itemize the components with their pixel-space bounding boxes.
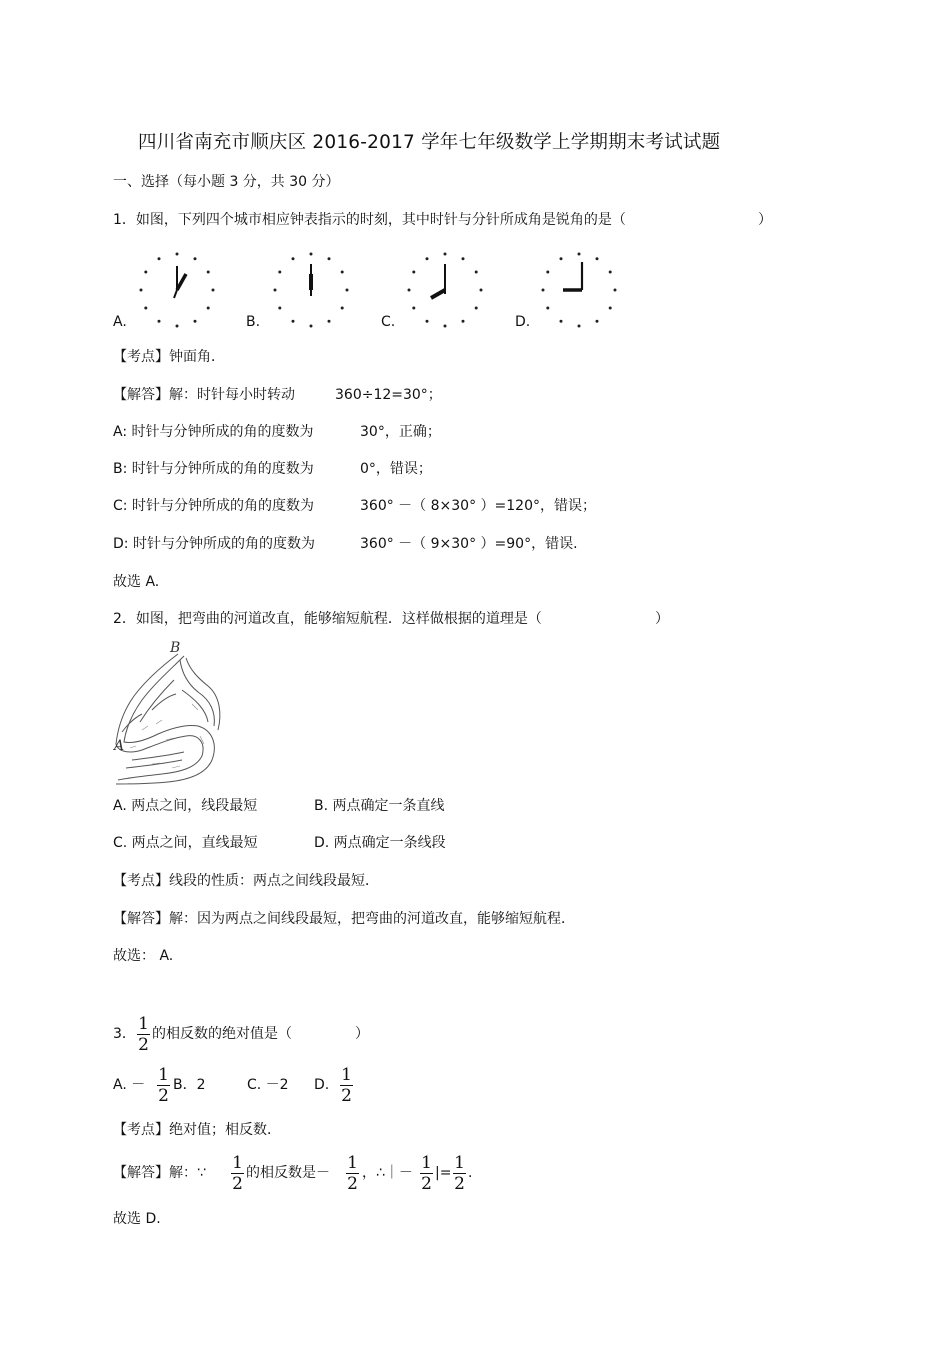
- q2-paren-close: ）: [655, 611, 669, 627]
- q1-choice: 故选 A.: [113, 574, 160, 590]
- fraction-denominator: 2: [341, 1086, 352, 1106]
- q3-answer-fraction-1: [231, 1154, 244, 1193]
- q2-option-a: A. 两点之间，线段最短: [113, 798, 258, 814]
- q3-option-c: C. －2: [247, 1077, 289, 1093]
- q1-line-b-value: 0°，错误；: [360, 461, 432, 477]
- fraction-numerator: 1: [454, 1153, 465, 1173]
- q1-line-d-value: 360° －（ 9×30° ）=90°，错误.: [360, 536, 578, 552]
- clock-label-c: C.: [381, 314, 396, 330]
- q3-option-a-fraction: [157, 1066, 170, 1105]
- clock-c: [404, 249, 486, 331]
- q1-line-a-value: 30°，正确；: [360, 424, 441, 440]
- q1-line-b-prefix: B: 时针与分钟所成的角的度数为: [113, 461, 314, 477]
- q3-answer-fraction-3: [420, 1154, 433, 1193]
- q1-point: 【考点】钟面角．: [113, 349, 225, 365]
- q1-answer-calc: 360÷12=30°；: [335, 387, 442, 403]
- fraction-denominator: 2: [454, 1174, 465, 1194]
- q3-point: 【考点】绝对值；相反数．: [113, 1122, 281, 1138]
- q3-answer-prefix: 【解答】解：∵: [113, 1165, 206, 1181]
- clock-b-face: [270, 249, 352, 331]
- q3-option-d-fraction: [340, 1066, 353, 1105]
- q3-stem: 的相反数的绝对值是（: [152, 1026, 292, 1042]
- q3-answer-eq: |=: [435, 1165, 452, 1181]
- q2-option-d: D. 两点确定一条线段: [314, 835, 446, 851]
- fraction-denominator: 2: [347, 1174, 358, 1194]
- q1-line-c-prefix: C: 时针与分钟所成的角的度数为: [113, 498, 314, 514]
- fraction-numerator: 1: [138, 1014, 149, 1034]
- clock-d: [538, 249, 620, 331]
- q2-answer: 【解答】解：因为两点之间线段最短，把弯曲的河道改直，能够缩短航程．: [113, 911, 575, 927]
- clock-label-d: D.: [515, 314, 531, 330]
- q1-paren-close: ）: [758, 212, 772, 228]
- q3-paren-close: ）: [355, 1026, 369, 1042]
- clock-a-face: [136, 249, 218, 331]
- river-label-b: B: [170, 640, 181, 656]
- q3-answer-therefore: ，∴｜－: [362, 1165, 413, 1181]
- q1-line-c-value: 360° －（ 8×30° ）=120°，错误；: [360, 498, 596, 514]
- q2-point: 【考点】线段的性质：两点之间线段最短．: [113, 873, 379, 889]
- clock-label-b: B.: [246, 314, 261, 330]
- clock-label-a: A.: [113, 314, 127, 330]
- q2-option-c: C. 两点之间，直线最短: [113, 835, 258, 851]
- clock-a: [136, 249, 218, 331]
- q2-stem: 2．如图，把弯曲的河道改直，能够缩短航程．这样做根据的道理是（: [113, 611, 542, 627]
- q3-answer-fraction-2: [346, 1154, 359, 1193]
- q1-answer-intro: 【解答】解：时针每小时转动: [113, 387, 295, 403]
- fraction-numerator: 1: [421, 1153, 432, 1173]
- fraction-denominator: 2: [158, 1086, 169, 1106]
- q3-option-d: D.: [314, 1077, 330, 1093]
- clock-c-face: [404, 249, 486, 331]
- fraction-numerator: 1: [232, 1153, 243, 1173]
- fraction-numerator: 1: [341, 1065, 352, 1085]
- q1-line-d-prefix: D: 时针与分钟所成的角的度数为: [113, 536, 315, 552]
- q3-option-a: A. －: [113, 1077, 146, 1093]
- q3-answer-mid: 的相反数是－: [246, 1165, 330, 1181]
- q1-stem: 1．如图，下列四个城市相应钟表指示的时刻，其中时针与分针所成角是锐角的是（: [113, 212, 626, 228]
- clock-d-face: [538, 249, 620, 331]
- fraction-denominator: 2: [138, 1035, 149, 1055]
- section-heading: 一、选择（每小题 3 分，共 30 分）: [113, 174, 340, 190]
- q3-number: 3．: [113, 1026, 136, 1042]
- q3-answer-end: .: [468, 1165, 473, 1181]
- fraction-denominator: 2: [232, 1174, 243, 1194]
- fraction-denominator: 2: [421, 1174, 432, 1194]
- fraction-numerator: 1: [347, 1153, 358, 1173]
- river-label-a: A: [114, 738, 125, 754]
- page-title: 四川省南充市顺庆区 2016-2017 学年七年级数学上学期期末考试试题: [138, 132, 721, 153]
- river-drawing: [112, 640, 224, 785]
- q2-choice: 故选： A.: [113, 948, 174, 964]
- q2-option-b: B. 两点确定一条直线: [314, 798, 445, 814]
- q1-line-a-prefix: A: 时针与分钟所成的角的度数为: [113, 424, 314, 440]
- q3-answer-fraction-4: [453, 1154, 466, 1193]
- q3-stem-fraction: [137, 1015, 150, 1054]
- clock-b: [270, 249, 352, 331]
- q3-option-b: B．2: [173, 1077, 206, 1093]
- fraction-numerator: 1: [158, 1065, 169, 1085]
- q3-choice: 故选 D.: [113, 1211, 161, 1227]
- river-figure: [112, 640, 224, 785]
